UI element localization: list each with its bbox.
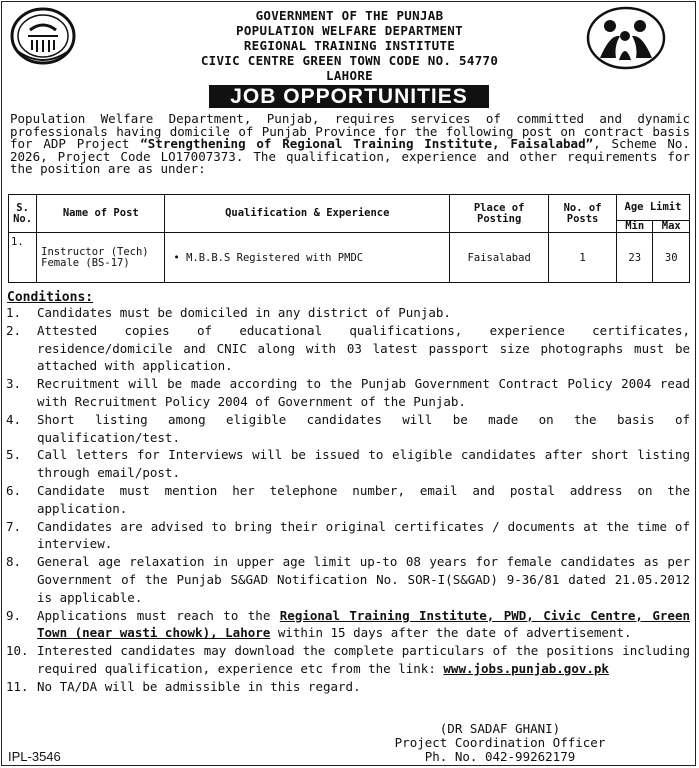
- header-no-of-posts: No. of Posts: [549, 195, 617, 233]
- condition-number: 9.: [6, 607, 22, 623]
- cell-qualification-text: M.B.B.S Registered with PMDC: [186, 251, 364, 264]
- intro-paragraph: [10, 113, 690, 176]
- condition-text: Interested candidates may download the complete particulars of the positions including required qualification, experience etc from the link:: [37, 643, 690, 676]
- list-item: [6, 375, 690, 411]
- conditions-title: Conditions:: [7, 290, 94, 305]
- cell-age-min: 23: [616, 233, 653, 283]
- condition-number: 3.: [6, 376, 22, 392]
- signatory-title: Project Coordination Officer: [394, 735, 606, 750]
- cell-age-max: 30: [653, 233, 690, 283]
- condition-text: Candidates must be domiciled in any district of Punjab.: [37, 305, 451, 320]
- table-row: [9, 233, 690, 283]
- intro-text-1: Population Welfare Department, Punjab, requires services of committed and dynamic professionals having domicile of Punjab Province for the following post on contract basis for ADP Project: [10, 111, 690, 152]
- intro-text-2: , Scheme No. 2026, Project Code LO17007373. The qualification, experience and other requirements for the position are as under:: [10, 136, 690, 177]
- condition-number: 10.: [6, 643, 29, 659]
- list-item: [6, 553, 690, 606]
- signatory-phone: Ph. No. 042-99262179: [424, 749, 576, 764]
- cell-no-of-posts: 1: [549, 233, 617, 283]
- list-item: [6, 304, 690, 322]
- condition-text: Attested copies of educational qualifications, experience certificates, residence/domicile and CNIC along with 03 latest passport size photographs must be attached with application.: [37, 322, 690, 374]
- header-line-3: REGIONAL TRAINING INSTITUTE: [243, 38, 456, 53]
- condition-number: 6.: [6, 482, 22, 498]
- condition-text: Short listing among eligible candidates will be made on the basis of qualification/test.: [37, 411, 690, 445]
- intro-project-name: “Strengthening of Regional Training Institute, Faisalabad”: [140, 136, 594, 152]
- condition-text: Call letters for Interviews will be issued to eligible candidates after short listing through email/post.: [37, 447, 690, 481]
- condition-number: 7.: [6, 518, 22, 534]
- website-link[interactable]: www.jobs.punjab.gov.pk: [443, 660, 609, 676]
- list-item: [6, 446, 690, 482]
- list-item: [6, 482, 690, 518]
- job-opportunities-banner: JOB OPPORTUNITIES: [209, 85, 489, 108]
- condition-number: 4.: [6, 411, 22, 427]
- signatory-name: (DR SADAF GHANI): [439, 721, 561, 736]
- posts-table: [8, 194, 690, 283]
- header-sno: S. No.: [9, 195, 37, 233]
- header-line-4: CIVIC CENTRE GREEN TOWN CODE NO. 54770: [200, 53, 499, 68]
- list-item: [6, 642, 690, 678]
- header-age-max: Max: [653, 221, 690, 233]
- condition-text: Candidates are advised to bring their original certificates / documents at the time of interview.: [37, 518, 690, 552]
- condition-number: 1.: [6, 305, 22, 320]
- condition-text: within 15 days after the date of advertisement.: [270, 625, 632, 641]
- institute-address: Regional Training Institute, PWD, Civic Centre, Green Town (near wasti chowk), Lahore: [37, 607, 691, 641]
- condition-number: 8.: [6, 554, 22, 570]
- list-item: [6, 411, 690, 447]
- list-item: [6, 607, 690, 643]
- cell-sno: 1.: [9, 233, 37, 283]
- condition-number: 2.: [6, 322, 22, 338]
- header-qualification: Qualification & Experience: [165, 195, 450, 233]
- cell-place: Faisalabad: [450, 233, 549, 283]
- condition-text: Candidate must mention her telephone number, email and postal address on the application.: [37, 482, 690, 516]
- condition-number: 11.: [6, 678, 29, 694]
- list-item: [6, 518, 690, 554]
- header-age-limit: Age Limit: [616, 195, 689, 221]
- signature-block: [330, 722, 670, 764]
- header-age-min: Min: [616, 221, 653, 233]
- list-item: [6, 322, 690, 375]
- condition-text: Recruitment will be made according to the Punjab Government Contract Policy 2004 read with Recruitment Policy 2004 of Government of the Punjab.: [37, 376, 690, 409]
- header-place: Place of Posting: [450, 195, 549, 233]
- organization-header: [0, 8, 699, 83]
- cell-post: Instructor (Tech) Female (BS-17): [37, 233, 165, 283]
- ipl-number: IPL-3546: [8, 749, 61, 764]
- header-line-2: POPULATION WELFARE DEPARTMENT: [236, 23, 463, 38]
- header-line-5: LAHORE: [326, 68, 373, 83]
- list-item: [6, 678, 690, 696]
- condition-number: 5.: [6, 447, 22, 463]
- condition-text: No TA/DA will be admissible in this regard.: [37, 678, 361, 694]
- header-line-1: GOVERNMENT OF THE PUNJAB: [255, 8, 444, 23]
- condition-text: General age relaxation in upper age limit up-to 08 years for female candidates as per Government of the Punjab S&GAD Notification No. SOR-I(S&GAD) 9-36/81 dated 21.05.2012 is applicable.: [37, 554, 690, 605]
- cell-qualification: [165, 233, 450, 283]
- condition-text: Applications must reach to the: [37, 607, 280, 623]
- header-post: Name of Post: [37, 195, 165, 233]
- bullet-icon: •: [173, 251, 180, 264]
- conditions-list: [6, 304, 690, 696]
